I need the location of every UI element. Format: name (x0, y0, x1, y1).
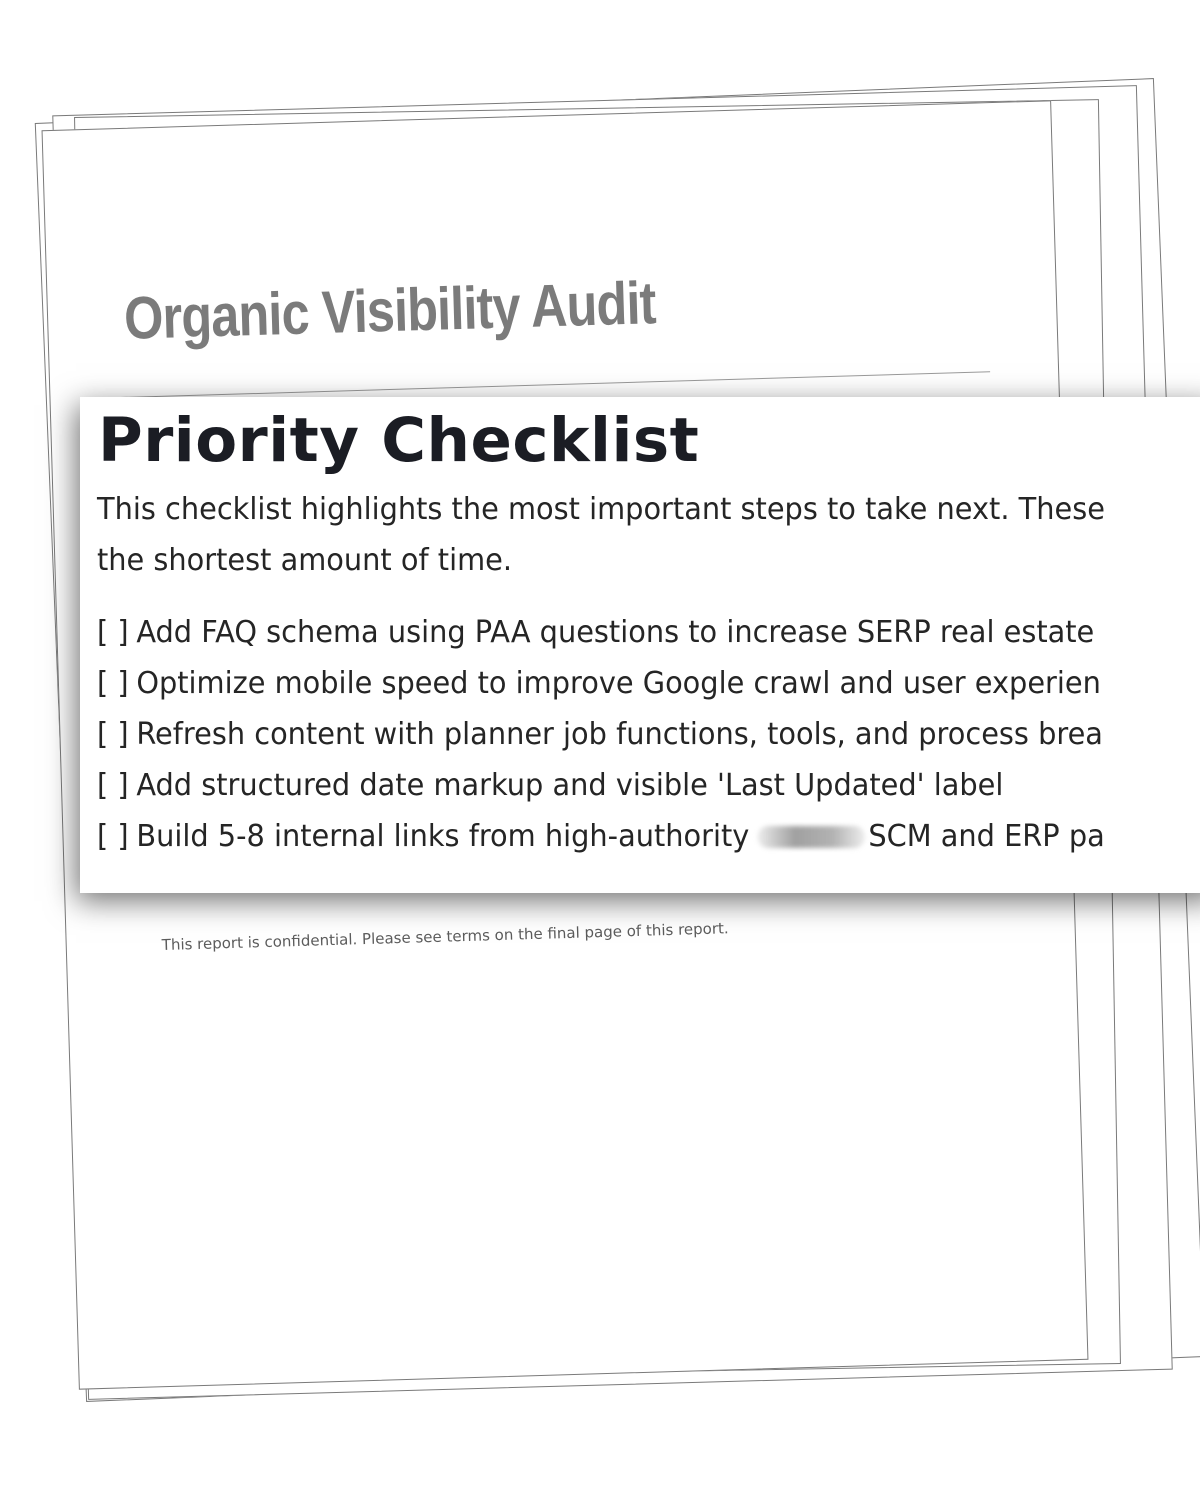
checklist-items (97, 611, 1147, 866)
checklist-item-text: Build 5-8 internal links from high-authority (136, 819, 750, 854)
confidentiality-note: This report is confidential. Please see terms on the final page of this report. (161, 919, 729, 955)
checklist-item (97, 713, 1105, 764)
empty-checkbox: [ ] (97, 666, 129, 701)
checklist-item-text: Optimize mobile speed to improve Google crawl and user experien (136, 666, 1101, 701)
checklist-item-text: Add FAQ schema using PAA questions to increase SERP real estate (136, 615, 1095, 650)
checklist-item-text: Refresh content with planner job functions, tools, and process brea (136, 717, 1103, 752)
empty-checkbox: [ ] (97, 768, 129, 803)
empty-checkbox: [ ] (97, 717, 129, 752)
checklist-item-text: SCM and ERP pa (868, 819, 1105, 854)
checklist-item-text: Add structured date markup and visible 'Last Updated' label (136, 768, 1004, 803)
priority-checklist-callout (80, 397, 1200, 893)
redacted-brand-name (757, 826, 865, 848)
title-divider (120, 371, 990, 398)
empty-checkbox: [ ] (97, 615, 129, 650)
checklist-intro-line: the shortest amount of time. (97, 543, 513, 578)
checklist-item (97, 815, 1105, 866)
checklist-item (97, 662, 1105, 713)
checklist-intro-line: This checklist highlights the most important steps to take next. These (97, 492, 1105, 527)
checklist-item (97, 764, 1105, 815)
empty-checkbox: [ ] (97, 819, 129, 854)
report-title: Organic Visibility Audit (123, 269, 657, 352)
checklist-title: Priority Checklist (98, 405, 700, 476)
checklist-item (97, 611, 1105, 662)
